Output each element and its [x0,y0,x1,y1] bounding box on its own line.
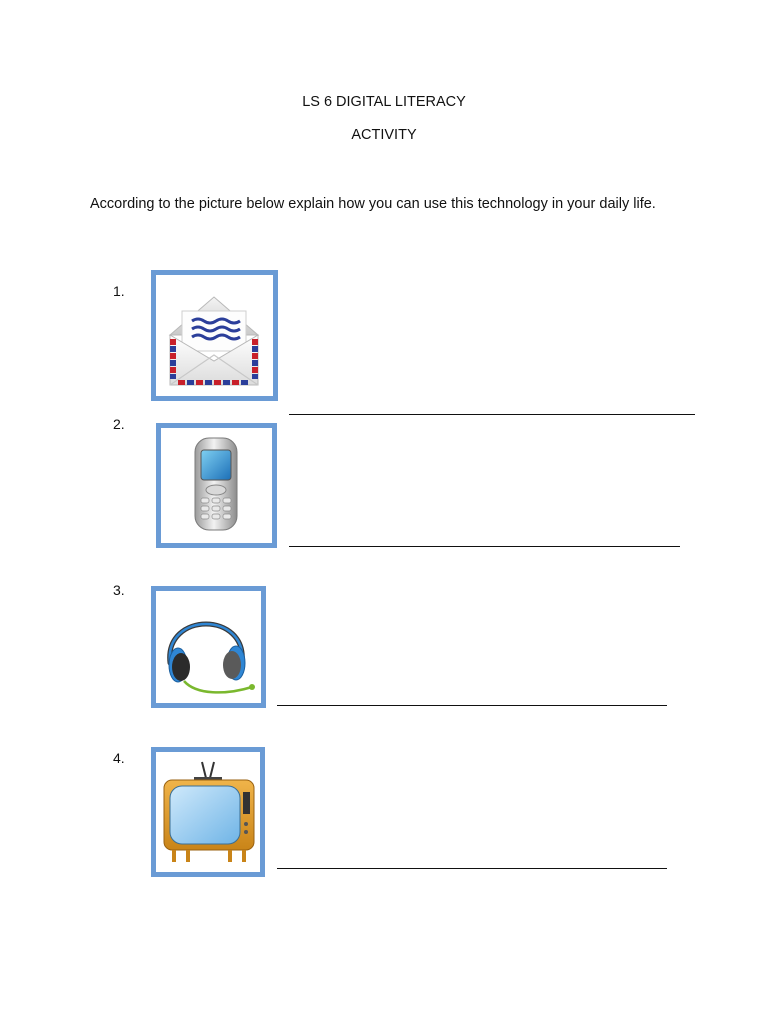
instructions-text: According to the picture below explain how you can use this technology in your daily life. [90,196,656,212]
item-image-1 [151,270,278,401]
television-icon [156,752,260,872]
answer-line-2[interactable] [289,546,680,547]
answer-line-1[interactable] [289,414,695,415]
page-title: LS 6 DIGITAL LITERACY [302,94,466,110]
item-image-2 [156,423,277,548]
envelope-icon [156,275,273,396]
item-number-4: 4. [113,750,125,766]
headphones-icon [156,591,261,703]
item-number-2: 2. [113,416,125,432]
item-image-4 [151,747,265,877]
item-number-1: 1. [113,283,125,299]
answer-line-4[interactable] [277,868,667,869]
page-subtitle: ACTIVITY [351,127,417,143]
item-image-3 [151,586,266,708]
item-number-3: 3. [113,582,125,598]
answer-line-3[interactable] [277,705,667,706]
mobile-phone-icon [161,428,272,543]
